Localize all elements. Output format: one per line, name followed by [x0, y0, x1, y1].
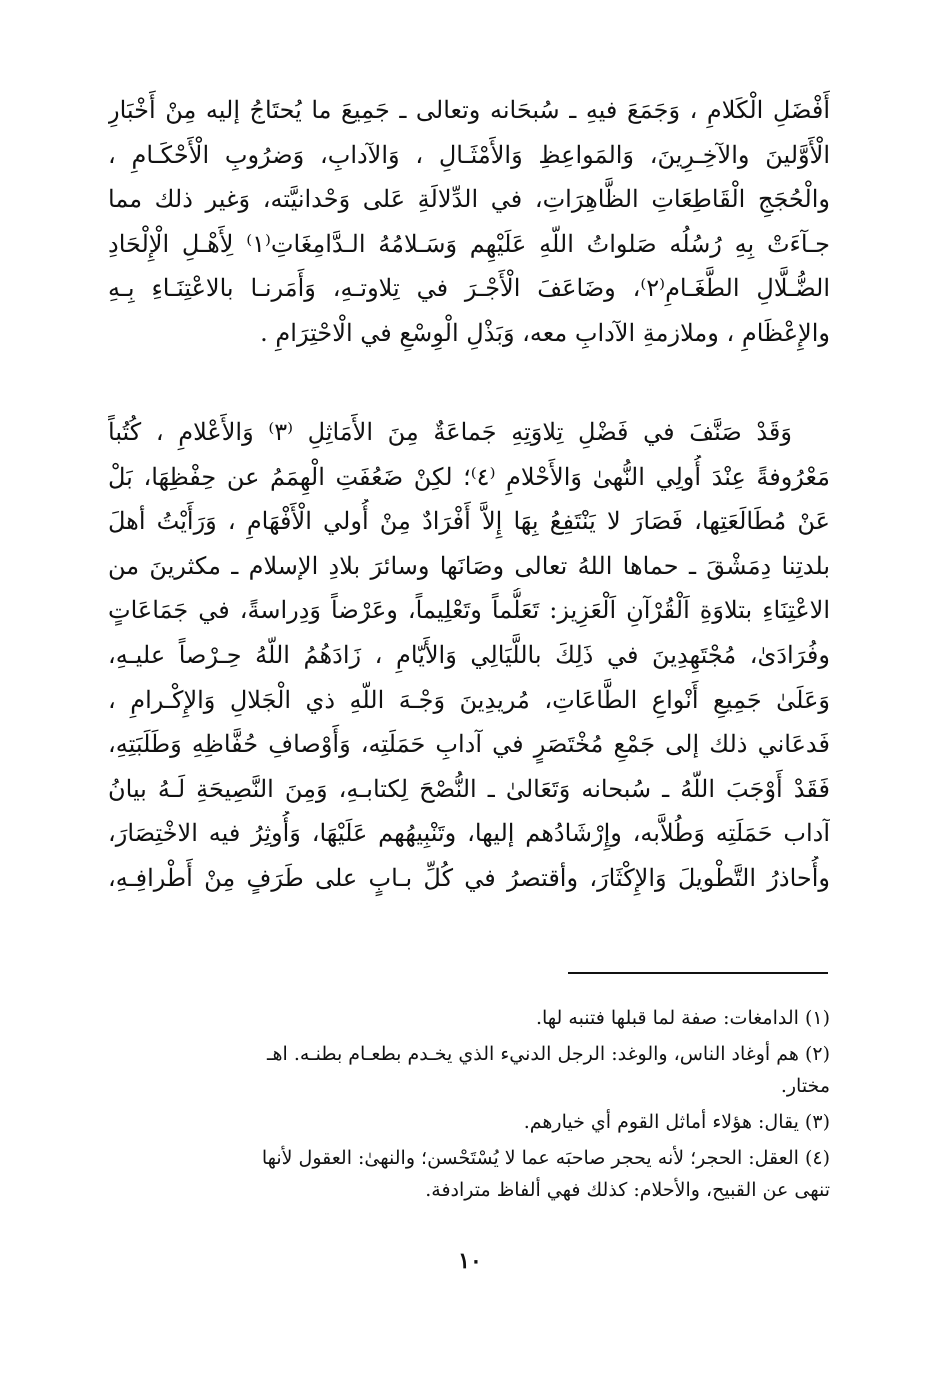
- paragraph-1-line: والْحُجَجِ الْقَاطِعَاتِ الظَّاهِرَاتِ، في الدِّلالَةِ عَلى وَحْدانيَّته، وَغير ذلك مما: [108, 185, 830, 214]
- paragraph-2-line: فَقَدْ أَوْجَبَ اللّهُ ـ سُبحانه وَتَعَالىٰ ـ النُّصْحَ لِكتابـهِ، وَمِنَ النَّصِيحَةِ لَـهُ بيانُ: [108, 774, 830, 803]
- paragraph-1-line: جـآءَتْ بِهِ رُسُلُه صَلواتُ اللّهِ عَلَيْهِم وَسَـلامُهُ الـدَّامِغَاتِ⁽١⁾ لِأَهْـلِ الْإِلْحَادِ: [108, 229, 830, 258]
- paragraph-2-line: الاعْتِنَاءِ بتلاوَةِ اَلْقُرْآنِ اَلْعَزِيز: تَعَلُّماً وتَعْلِيماً، وعَرْضاً وَدِراسةً، في جَمَاعَاتٍ: [108, 596, 830, 625]
- paragraph-2-line: عَنْ مُطَالَعَتِها، فَصَارَ لا يَنْتَفِعُ بِهَا إِلاَّ أَفْرَادٌ مِنْ أُولي الْأَفْهَامِ ، وَرَأَيْتُ أهلَ: [108, 507, 830, 536]
- paragraph-2-line: وأُحاذرُ التَّطْويلَ وَالإِكْثَارَ، وأقتصرُ في كُلِّ بـابٍ على طَرَفٍ مِنْ أَطْرافِـهِ،: [108, 863, 830, 892]
- paragraph-2-line: بلدتِنا دِمَشْقَ ـ حماها اللهُ تعالى وصَانَها وسائرَ بلادِ الإسلام ـ مكثرينَ من: [108, 551, 830, 580]
- paragraph-2-line: فَدعَاني ذلك إلى جَمْعِ مُخْتَصَرٍ في آدابِ حَمَلَتِه، وَأَوْصافِ حُفَّاظِهِ وَطَلَبَتِهِ،: [108, 730, 830, 759]
- paragraph-1-line: أَفْضَلِ الْكَلامِ ، وَجَمَعَ فيهِ ـ سُبحَانه وتعالى ـ جَمِيعَ ما يُحتَاجُ إليه مِنْ أَخْبَارِ: [108, 96, 830, 124]
- paragraph-2-line: مَعْرُوفةً عِنْدَ أُولِي النُّهىٰ وَالأَحْلامِ ⁽٤⁾؛ لكِنْ ضَعُفَتِ الْهِمَمُ عن حِفْظِهَا، بَلْ: [108, 462, 830, 491]
- paragraph-2: [108, 410, 830, 901]
- footnote-4: (٤) العقل: الحجر؛ لأنه يحجر صاحبَه عما لا يُسْتَحْسن؛ والنهىٰ: العقول لأنها: [261, 1147, 830, 1169]
- footnote-2-continuation: مختار.: [780, 1075, 830, 1097]
- footnote-divider: [568, 972, 828, 974]
- page-number: ١٠: [458, 1248, 482, 1274]
- paragraph-1: [108, 88, 830, 356]
- paragraph-2-line: وَعَلَىٰ جَمِيعِ أَنْواعِ الطَّاعَاتِ، مُريدِينَ وَجْـهَ اللّهِ ذي الْجَلالِ وَالإِكْـرامِ ،: [108, 685, 830, 714]
- paragraph-1-line: الضُّـلَّالِ الطَّغَـامِ⁽٢⁾، وضَاعَفَ الْأَجْـرَ في تِلاوتـهِ، وَأَمَرنـا بالاعْتِنَـاءِ بِـهِ: [108, 274, 830, 303]
- paragraph-1-line: الْأَوَّلينَ والآخِـرِينَ، وَالمَواعِظِ وَالأَمْثَـالِ ، وَالآدابِ، وَضرُوبِ الْأَحْكَـامِ ،: [108, 140, 830, 169]
- footnote-3: (٣) يقال: هؤلاء أماثل القوم أي خيارهم.: [523, 1111, 830, 1133]
- footnotes: [108, 1002, 830, 1206]
- paragraph-2-line: وَقَدْ صَنَّفَ في فَضْلِ تِلاوَتِهِ جَماعَةٌ مِنَ الأَمَاثِلِ ⁽٣⁾ وَالأَعْلامِ ، كُتُباً: [108, 418, 792, 446]
- footnote-1: (١) الدامغات: صفة لما قبلها فتنبه لها.: [535, 1007, 830, 1029]
- paragraph-2-line: آداب حَمَلَتِه وَطُلاَّبه، وإِرْشَادُهم إليها، وتَنْبِيهُهم عَلَيْهَا، وَأُوثِرُ فيه الاخْتِصَارَ،: [108, 819, 830, 848]
- footnote-2: (٢) هم أوغاد الناس، والوغد: الرجل الدنيء الذي يخـدم بطعـام بطنـه. اهـ: [266, 1043, 830, 1065]
- paragraph-1-line: والإِعْظَامِ ، وملازمةِ الآدابِ معه، وَبَذْلِ الْوِسْعِ في الْاحْتِرَامِ .: [260, 318, 830, 347]
- footnote-4-continuation: تنهى عن القبيح، والأحلام: كذلك فهي ألفاظ مترادفة.: [425, 1179, 830, 1201]
- paragraph-2-line: وفُرَادَىٰ، مُجْتَهِدِينَ في ذَلِكَ باللَّيَالِي وَالأَيّامِ ، زَادَهُمُ اللّهُ حِـرْصاً عليـهِ،: [108, 640, 830, 669]
